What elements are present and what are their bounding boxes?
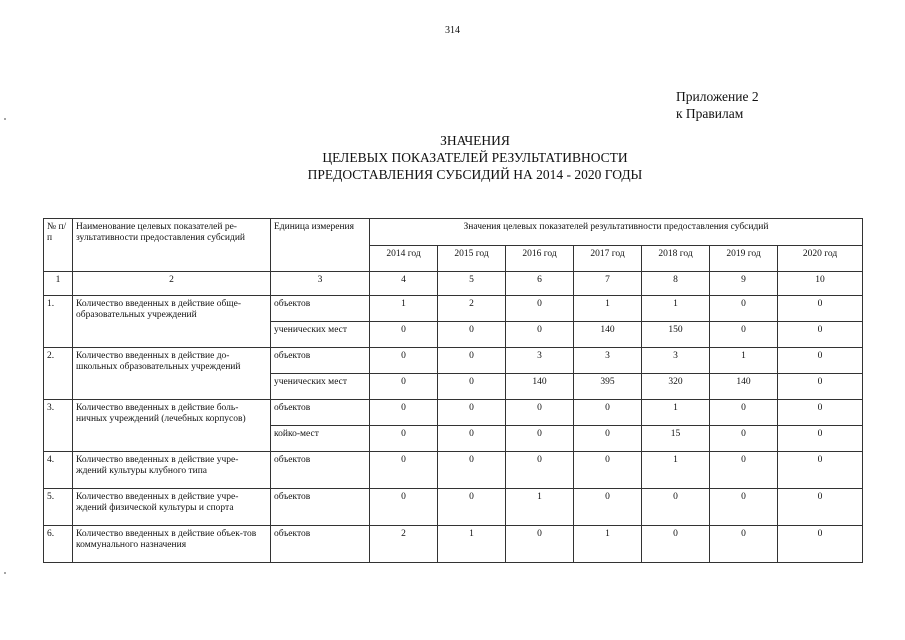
value-cell: 0	[778, 426, 863, 452]
title-line-1: ЗНАЧЕНИЯ	[440, 133, 510, 148]
value-cell: 0	[370, 400, 438, 426]
column-number: 7	[574, 272, 642, 296]
header-num: № п/п	[44, 219, 73, 272]
value-cell: 0	[710, 296, 778, 322]
appendix-line-1: Приложение 2	[676, 89, 759, 104]
appendix-line-2: к Правилам	[676, 106, 744, 121]
value-cell: 15	[642, 426, 710, 452]
value-cell: 0	[370, 348, 438, 374]
value-cell: 0	[370, 489, 438, 526]
indicator-name: Количество введенных в действие учре-ждений культуры клубного типа	[73, 452, 271, 489]
value-cell: 140	[506, 374, 574, 400]
column-number: 3	[271, 272, 370, 296]
header-year: 2019 год	[710, 246, 778, 272]
column-number: 6	[506, 272, 574, 296]
value-cell: 0	[438, 452, 506, 489]
value-cell: 0	[778, 489, 863, 526]
header-year: 2016 год	[506, 246, 574, 272]
row-number: 6.	[44, 526, 73, 563]
value-cell: 2	[438, 296, 506, 322]
column-number: 8	[642, 272, 710, 296]
indicator-name: Количество введенных в действие учре-ждений физической культуры и спорта	[73, 489, 271, 526]
value-cell: 0	[574, 489, 642, 526]
value-cell: 0	[370, 374, 438, 400]
column-number: 4	[370, 272, 438, 296]
value-cell: 0	[438, 322, 506, 348]
unit-cell: объектов	[271, 400, 370, 426]
value-cell: 0	[710, 489, 778, 526]
unit-cell: ученических мест	[271, 374, 370, 400]
value-cell: 3	[642, 348, 710, 374]
value-cell: 0	[506, 296, 574, 322]
value-cell: 3	[506, 348, 574, 374]
value-cell: 0	[710, 426, 778, 452]
value-cell: 0	[574, 400, 642, 426]
value-cell: 0	[642, 489, 710, 526]
header-unit: Единица измерения	[271, 219, 370, 272]
value-cell: 0	[778, 348, 863, 374]
value-cell: 0	[710, 452, 778, 489]
value-cell: 1	[438, 526, 506, 563]
column-number: 2	[73, 272, 271, 296]
value-cell: 0	[574, 452, 642, 489]
indicators-table	[43, 218, 863, 563]
value-cell: 0	[370, 452, 438, 489]
scan-speck	[4, 118, 6, 120]
value-cell: 0	[370, 322, 438, 348]
value-cell: 1	[574, 296, 642, 322]
value-cell: 0	[506, 526, 574, 563]
value-cell: 0	[778, 374, 863, 400]
value-cell: 1	[506, 489, 574, 526]
row-number: 2.	[44, 348, 73, 400]
header-year: 2015 год	[438, 246, 506, 272]
title-line-2: ЦЕЛЕВЫХ ПОКАЗАТЕЛЕЙ РЕЗУЛЬТАТИВНОСТИ	[322, 150, 628, 165]
page-number: 314	[445, 25, 460, 36]
scan-speck	[4, 572, 6, 574]
title-line-3: ПРЕДОСТАВЛЕНИЯ СУБСИДИЙ НА 2014 - 2020 ГОДЫ	[307, 167, 643, 182]
row-number: 3.	[44, 400, 73, 452]
column-number: 1	[44, 272, 73, 296]
column-number: 10	[778, 272, 863, 296]
value-cell: 0	[506, 426, 574, 452]
header-values-group: Значения целевых показателей результативности предоставления субсидий	[370, 219, 863, 246]
value-cell: 0	[642, 526, 710, 563]
value-cell: 0	[506, 452, 574, 489]
value-cell: 0	[778, 452, 863, 489]
value-cell: 1	[710, 348, 778, 374]
unit-cell: объектов	[271, 348, 370, 374]
value-cell: 0	[710, 400, 778, 426]
value-cell: 0	[438, 400, 506, 426]
header-indicator-name: Наименование целевых показателей ре-зультативности предоставления субсидий	[73, 219, 271, 272]
value-cell: 0	[778, 400, 863, 426]
unit-cell: койко-мест	[271, 426, 370, 452]
value-cell: 150	[642, 322, 710, 348]
value-cell: 1	[642, 296, 710, 322]
value-cell: 1	[642, 452, 710, 489]
document-title	[150, 132, 800, 183]
value-cell: 0	[438, 426, 506, 452]
value-cell: 1	[574, 526, 642, 563]
value-cell: 1	[642, 400, 710, 426]
unit-cell: объектов	[271, 526, 370, 563]
indicator-name: Количество введенных в действие боль-ничных учреждений (лечебных корпусов)	[73, 400, 271, 452]
value-cell: 0	[778, 322, 863, 348]
appendix-label	[676, 88, 759, 122]
indicator-name: Количество введенных в действие обще-образовательных учреждений	[73, 296, 271, 348]
value-cell: 0	[778, 296, 863, 322]
row-number: 4.	[44, 452, 73, 489]
row-number: 1.	[44, 296, 73, 348]
value-cell: 3	[574, 348, 642, 374]
value-cell: 0	[438, 489, 506, 526]
unit-cell: объектов	[271, 452, 370, 489]
indicator-name: Количество введенных в действие объек-тов коммунального назначения	[73, 526, 271, 563]
value-cell: 0	[438, 374, 506, 400]
value-cell: 0	[778, 526, 863, 563]
unit-cell: ученических мест	[271, 322, 370, 348]
row-number: 5.	[44, 489, 73, 526]
value-cell: 0	[710, 322, 778, 348]
value-cell: 0	[370, 426, 438, 452]
value-cell: 2	[370, 526, 438, 563]
value-cell: 320	[642, 374, 710, 400]
header-year: 2018 год	[642, 246, 710, 272]
unit-cell: объектов	[271, 296, 370, 322]
column-number: 9	[710, 272, 778, 296]
value-cell: 0	[506, 400, 574, 426]
value-cell: 0	[574, 426, 642, 452]
value-cell: 1	[370, 296, 438, 322]
indicator-name: Количество введенных в действие до-школьных образовательных учреждений	[73, 348, 271, 400]
value-cell: 0	[710, 526, 778, 563]
header-year: 2014 год	[370, 246, 438, 272]
column-number: 5	[438, 272, 506, 296]
header-year: 2017 год	[574, 246, 642, 272]
value-cell: 140	[710, 374, 778, 400]
value-cell: 0	[506, 322, 574, 348]
header-year: 2020 год	[778, 246, 863, 272]
value-cell: 395	[574, 374, 642, 400]
value-cell: 140	[574, 322, 642, 348]
unit-cell: объектов	[271, 489, 370, 526]
value-cell: 0	[438, 348, 506, 374]
